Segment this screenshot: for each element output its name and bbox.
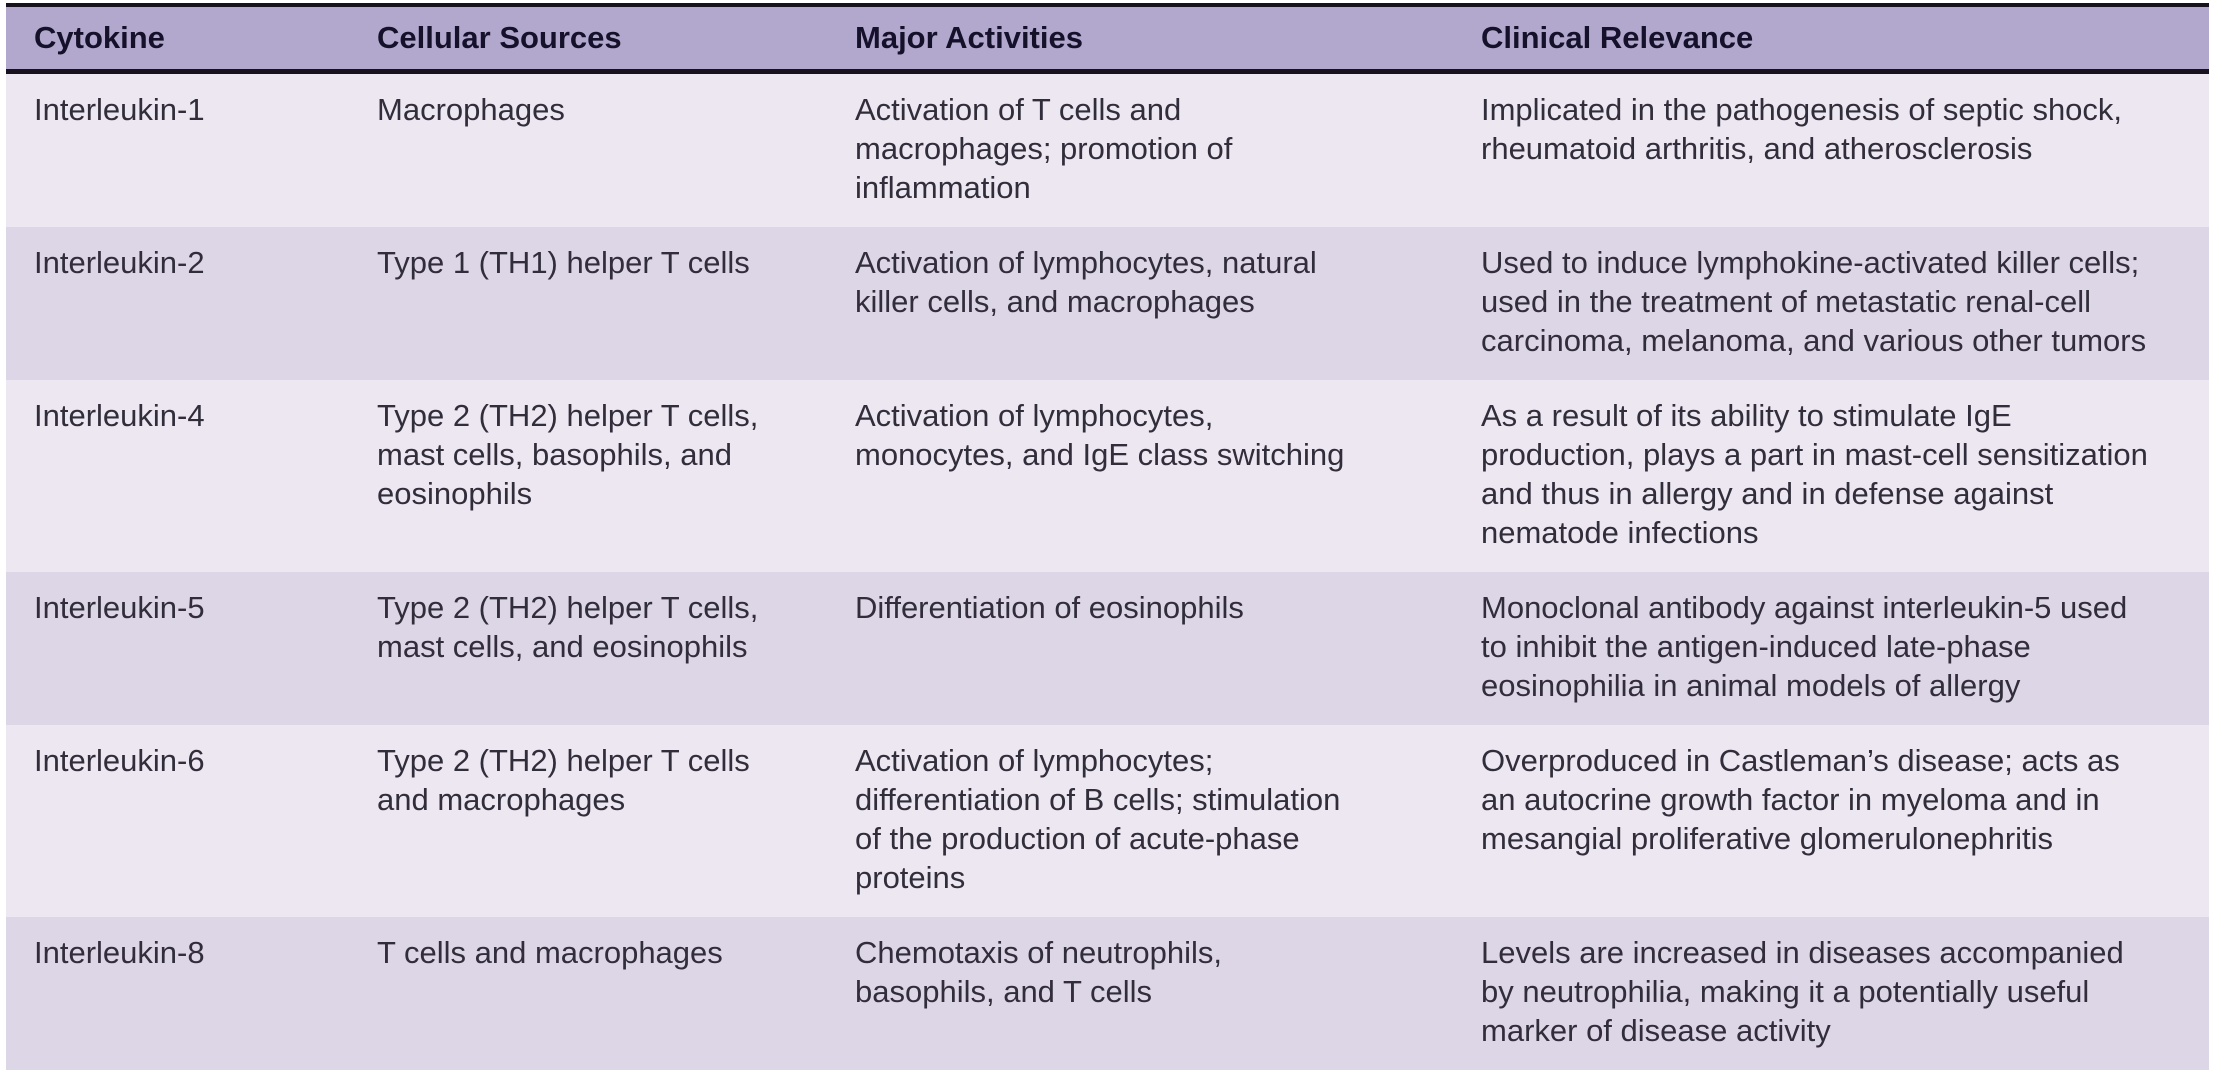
table-row-interleukin-2	[6, 227, 2209, 380]
cell-major-activities: Activation of T cells and macrophages; promotion of inflammation	[855, 92, 1233, 205]
cell-clinical-relevance: Implicated in the pathogenesis of septic shock, rheumatoid arthritis, and atherosclerosis	[1481, 92, 2123, 166]
table-row-interleukin-1	[6, 72, 2209, 228]
column-header-cellular-sources: Cellular Sources	[377, 5, 855, 72]
cell-clinical-relevance: As a result of its ability to stimulate IgE production, plays a part in mast-cell sensitization and thus in allergy and in defense against nematode infections	[1481, 398, 2148, 550]
column-header-cytokine: Cytokine	[6, 5, 377, 72]
table-row-interleukin-5	[6, 572, 2209, 725]
cell-cytokine: Interleukin-8	[34, 935, 205, 970]
cell-cytokine: Interleukin-5	[34, 590, 205, 625]
column-header-clinical-relevance: Clinical Relevance	[1481, 5, 2209, 72]
table-row-interleukin-8	[6, 917, 2209, 1070]
table-row-interleukin-6	[6, 725, 2209, 917]
cell-major-activities: Chemotaxis of neutrophils, basophils, and T cells	[855, 935, 1223, 1009]
table-row-interleukin-4	[6, 380, 2209, 572]
cytokine-table	[6, 3, 2209, 1070]
cell-major-activities: Activation of lymphocytes; differentiation of B cells; stimulation of the production of acute-phase proteins	[855, 743, 1341, 895]
cell-cellular-sources: Type 2 (TH2) helper T cells, mast cells, and eosinophils	[377, 590, 759, 664]
cell-cellular-sources: Type 1 (TH1) helper T cells	[377, 245, 750, 280]
cell-cytokine: Interleukin-2	[34, 245, 205, 280]
cell-cellular-sources: Type 2 (TH2) helper T cells, mast cells, basophils, and eosinophils	[377, 398, 759, 511]
cell-cellular-sources: T cells and macrophages	[377, 935, 723, 970]
column-header-major-activities: Major Activities	[855, 5, 1481, 72]
cell-clinical-relevance: Levels are increased in diseases accompanied by neutrophilia, making it a potentially useful marker of disease activity	[1481, 935, 2124, 1048]
cell-cytokine: Interleukin-1	[34, 92, 205, 127]
cell-cellular-sources: Type 2 (TH2) helper T cells and macrophages	[377, 743, 750, 817]
cell-major-activities: Activation of lymphocytes, natural killer cells, and macrophages	[855, 245, 1317, 319]
cell-clinical-relevance: Overproduced in Castleman’s disease; acts as an autocrine growth factor in myeloma and in mesangial proliferative glomerulonephritis	[1481, 743, 2120, 856]
cell-major-activities: Differentiation of eosinophils	[855, 590, 1244, 625]
cell-cellular-sources: Macrophages	[377, 92, 565, 127]
cell-cytokine: Interleukin-4	[34, 398, 205, 433]
cell-major-activities: Activation of lymphocytes, monocytes, and IgE class switching	[855, 398, 1345, 472]
header-row	[6, 5, 2209, 72]
cell-clinical-relevance: Used to induce lymphokine-activated killer cells; used in the treatment of metastatic renal-cell carcinoma, melanoma, and various other tumors	[1481, 245, 2147, 358]
cell-cytokine: Interleukin-6	[34, 743, 205, 778]
cell-clinical-relevance: Monoclonal antibody against interleukin-5 used to inhibit the antigen-induced late-phase eosinophilia in animal models of allergy	[1481, 590, 2128, 703]
